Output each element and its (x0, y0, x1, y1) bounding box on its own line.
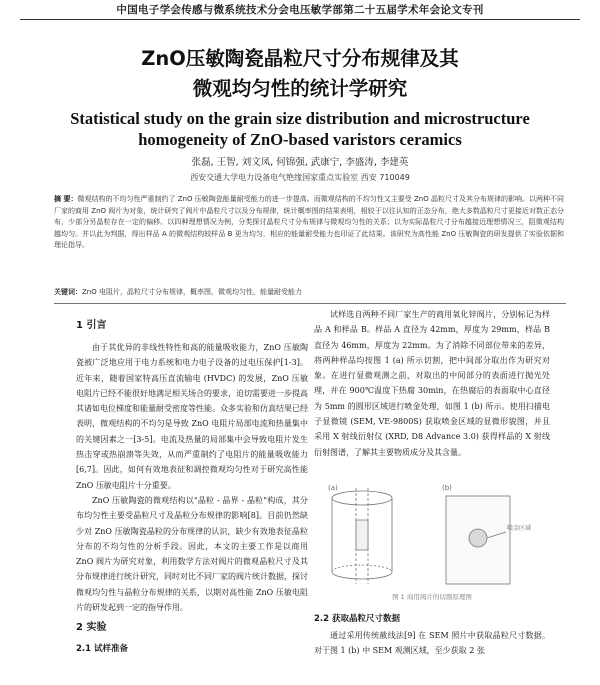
keywords-label: 关键词： (54, 288, 82, 296)
keywords (54, 287, 564, 298)
journal-header: 中国电子学会传感与微系统技术分会电压敏学部第二十五届学术年会论文专刊 (116, 4, 484, 16)
figure-1-diagram (314, 480, 550, 592)
section-2-1-heading: 2.1 试样准备 (76, 644, 129, 655)
author-list: 张磊, 王智, 刘文凤, 何锦强, 武康宁, 李盛涛, 李建英 (191, 157, 409, 168)
affiliation: 西安交通大学电力设备电气绝缘国家重点实验室 西安 710049 (190, 173, 410, 182)
header-rule (20, 19, 580, 20)
section-2-1-paragraph: 试样选自两种不同厂家生产的商用氧化锌阀片，分别标记为样品 A 和样品 B。样品 A 直径为 42mm，厚度为 29mm，样品 B 直径为 46mm，厚度为 22mm。为了消除不同部位带来的差异，将两种样品均按图 1 (a) 所示切割，把中间部分取出作为研究对象。在进行显微观测之前，对取出的中间部分的表面进行抛光处理，并在 900℃温度下热腐 30min，在热腐后的表面取中心直径为 5mm 的圆形区域进行喷金处理，如图 1 (b) 所示。使用扫描电子显微镜 (SEM, VE-9800S) 获取喷金区域的显微形貌图，并且采用 X 射线衍射仪 (XRD, D8 Advance 3.0) 获得样品的 X 射线衍射图谱，了解其主要物质成分及其含量。 (314, 310, 550, 457)
left-column (76, 313, 308, 658)
abstract-label: 摘 要： (54, 195, 78, 203)
figure-label-b: (b) (442, 484, 452, 492)
right-column (314, 307, 550, 460)
section-1-paragraph-1: 由于其优异的非线性特性和高的能量吸收能力，ZnO 压敏陶瓷被广泛地应用于电力系统和电力电子设备的过电压保护[1-3]。近年来，随着国家特高压直流输电 (HVDC) 的发展，ZnO 压敏电阻片已经不能很好地满足相关场合的要求，迫切需要进一步提高其诸如电位梯度和能量耐受密度等性能。众多实验和仿真结果已经表明，微观结构的不均匀是导致 ZnO 电阻片局部电流和热量集中的关键因素之一[3-5]。电流及热量的局部集中会导致电阻片发生热击穿或热崩溃等失效，从而严重制约了电阻片的能量吸收能力[6,7]。因此，如何有效地表征和调控微观均匀性对于研究高性能 ZnO 压敏电阻片十分重要。 (76, 343, 308, 490)
title-english (0, 108, 600, 150)
section-2-heading: 2 实验 (76, 622, 107, 634)
abstract-divider (54, 303, 566, 304)
figure-1 (314, 480, 550, 600)
gold-spray-area-label: 喷金区域 (507, 525, 532, 532)
title-chinese (0, 44, 600, 104)
section-2-2 (314, 612, 550, 659)
section-2-2-paragraph: 通过采用传统截线法[9] 在 SEM 照片中获取晶粒尺寸数据。对于图 1 (b) 中 SEM 观测区域，至少获取 2 张 (314, 631, 550, 656)
section-2-2-heading: 2.2 获取晶粒尺寸数据 (314, 614, 401, 624)
cylinder-drawing (332, 488, 392, 584)
abstract (54, 194, 564, 252)
abstract-text: 微观结构的不均匀性严重制约了 ZnO 压敏陶瓷能量耐受能力的进一步提高。而微观结构的不均匀性又主要受 ZnO 晶粒尺寸及其分布规律的影响。以两种不同厂家的商用 ZnO 阀片为对象，统计研究了阀片中晶粒尺寸以及分布规律，统计概率图的结果表明，相较于以往认知的正态分布，绝大多数晶粒尺寸更接近对数正态分布，少部分另晶粒存在一定的偏移。以四种理想情况为例，分类探讨晶粒尺寸分布规律与微观均匀性的关系；以为实际晶粒尺寸分布越接近理想情况三，阻微观结构越均匀。并以此为判据，得出样品 A 的微观结构较样品 B 更为均匀，相应的能量耐受能力也印证了此结果。该研究为高性能 ZnO 压敏陶瓷的研发提供了实验依据和理论指导。 (54, 195, 564, 250)
keywords-text: ZnO 电阻片，晶粒尺寸分布规律，概率图，微观均匀性，能量耐受能力 (82, 288, 302, 296)
title-cn-line-1: ZnO压敏陶瓷晶粒尺寸分布规律及其 (141, 47, 459, 70)
title-en-line-2: homogeneity of ZnO-based varistors ceramics (138, 130, 462, 149)
section-1-heading: 1 引言 (76, 320, 107, 331)
title-cn-line-2: 微观均匀性的统计学研究 (192, 77, 408, 100)
sample-slice-drawing (446, 496, 510, 584)
title-en-line-1: Statistical study on the grain size distribution and microstructure (70, 109, 530, 128)
figure-1-caption: 图 1 商用阀片的切割原理图 (392, 593, 472, 601)
figure-label-a: (a) (328, 484, 338, 492)
section-1-paragraph-2: ZnO 压敏陶瓷的微观结构以"晶粒 - 晶界 - 晶粒"构成，其分布均匀性主要受晶粒尺寸及晶粒分布规律的影响[8]。目前仍然缺少对 ZnO 压敏陶瓷晶粒的分布规律的认识，缺少有效地表征晶粒分布的不均匀性的分析手段。因此，本文的主要工作是以商用 ZnO 阀片为研究对象，利用数学方法对阀片的微观晶粒尺寸及其分布规律进行统计研究，同时对比不同厂家的阀片统计数据，探讨微观均匀性与晶粒分布规律的关系，以期对高性能 ZnO 压敏电阻片的研发起到一定的指导作用。 (76, 495, 308, 613)
